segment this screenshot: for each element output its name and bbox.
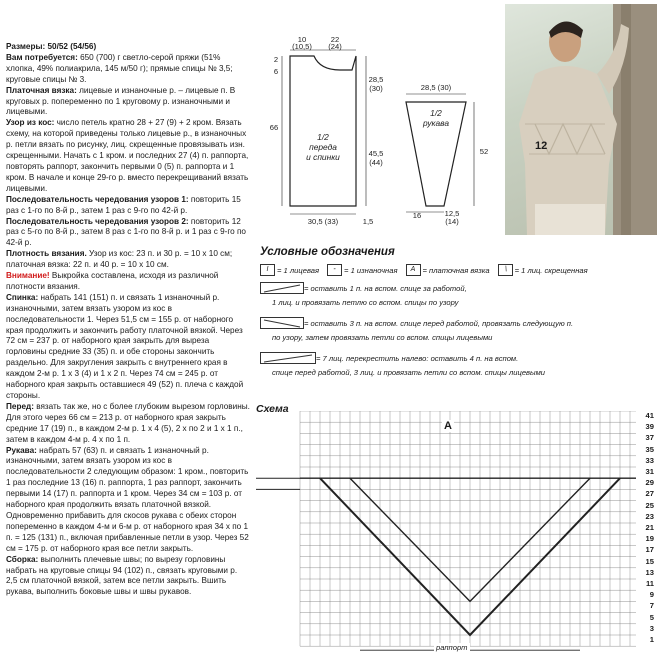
dim-16: 16 xyxy=(412,211,422,220)
scheme-repeat-label: раппорт xyxy=(436,643,468,652)
legend xyxy=(260,246,656,377)
row-number: 9 xyxy=(649,590,654,600)
row-number: 15 xyxy=(645,556,654,566)
row-number: 13 xyxy=(645,567,654,577)
dim-52: 52 xyxy=(479,147,489,156)
sleeve-label-2: рукава xyxy=(422,118,450,128)
row-number: 3 xyxy=(649,623,654,633)
dim-12-5: 12,5 xyxy=(444,209,460,218)
legend-row-basic: I = 1 лицевая - = 1 изнаночная A = платочная вязка ∖ = 1 лиц. скрещенная xyxy=(260,264,656,276)
knit-symbol: I xyxy=(260,264,275,276)
sleeve-label-1: 1/2 xyxy=(430,108,442,118)
dim-10-5: (10,5) xyxy=(292,42,312,51)
body-label-3: и спинки xyxy=(306,152,340,162)
row-number: 21 xyxy=(645,523,654,532)
legend-row-cross3b: спице перед работой, 3 лиц. и провязать петли со вспом. спицы лицевыми xyxy=(272,368,546,377)
dim-sleeve-top: 28,5 (30) xyxy=(420,83,452,92)
dim-2: 2 xyxy=(273,55,279,64)
dim-66: 66 xyxy=(269,123,279,132)
cross3-symbol xyxy=(260,352,316,364)
row-number: 27 xyxy=(645,489,654,499)
legend-title: Условные обозначения xyxy=(260,246,395,258)
instructions-text: Размеры: 50/52 (54/56) Вам потребуется: 650 (700) г светло-серой пряжи (51% хлопка, 49% полиакрила, 145 м/50 г); прямые спицы № 3,5; круговые спицы № 3. Платочная вязка: лицевые и изнаночные р. – лицевые п. В круговых р. попеременно по 1 круговому р. изнаночными и лицевыми. Узор из кос: число петель кратно 28 + 27 (9) + 2 кром. Вязать схему, на которой приведены только лицевые р., в изнаночных р. петли вязать по рисунку, лиц. скрещенные провязывать изн. скрещенными. Начать с 1 кром. и последних 27 (4) п. раппорта, повторять раппорт, закончить первыми 0 (5) п. раппорта и 1 кром. В начале и конце 29-го р. вместо перекрещиваний вязать лицевыми. Последовательность чередования узоров 1: повторить 15 раз с 1-го по 8-й р., затем 1 раз с 9-го по 42-й р. Последовательность чередования узоров 2: повторить 12 раз с 5-го по 8-й р., затем 8 раз с 1-го по 8-й р. и 1 раз с 9-го по 42-й р. Плотность вязания. Узор из кос: 23 п. и 30 р. = 10 x 10 см; платочная вязка: 22 п. и 40 р. = 10 x 10 см. Внимание! Выкройка составлена, исходя из различной плотности вязания. Спинка: набрать 141 (151) п. и связать 1 изнаночный р. изнаночными, затем вязать узором из кос в последовательности 1. Через 51,5 см = 155 р. от наборного края продолжить и закончить работу платочной вязкой. Через 72 см = 237 р. от наборного края закрыть для выреза горловины средние 33 (35) п. и обе стороны закончить раздельно. Для закругления закрыть с внутреннего края в каждом 2-м р. 1 x 3 (4) и 1 x 2 п. Через 74 см = 245 р. от наборного края закрыть оставшиеся 49 (52) п. плечa с каждой стороны. Перед: вязать так же, но с более глубоким вырезом горловины. Для этого через 66 см = 213 р. от наборного края закрыть средние 17 (19) п., в каждом 2-м р. 1 x 4 (5), 2 x по 2 и 1 x 1 п., затем в каждом 4-м р. 4 x по 1 п. Рукава: набрать 57 (63) п. и связать 1 изнаночный р. изнаночными, затем вязать узором из кос в последовательности 2 следующим образом: 1 кром., повторить 1 раз последние 13 (16) п. раппорта, 1 раз раппорт, закончить первыми 14 (17) п. раппорта и 1 кром. Через 34 см = 103 р. от наборного края продолжить вязать платочной вязкой. Одновременно прибавить для скосов рукава с обеих сторон попеременно в каждом 4-м и 6-м р. от наборного края 34 x по 1 п. = 125 (131) п., включая прибавленные петли в узор. Через 52 см = 175 р. от наборного края все петли закрыть. Сборка: выполнить плечевые швы; по вырезу горловины набрать на круговые спицы 94 (102) п., связать круговыми р. 2,5 см платочной вязкой, затем все петли закрыть. Вшить рукава, выполнить боковые швы и швы рукавов. xyxy=(6,42,250,597)
pattern-diagram xyxy=(256,12,500,230)
dim-30-5: 30,5 (33) xyxy=(307,217,339,226)
legend-row-cross1b: 1 лиц. и провязать петлю со вспом. спицы по узору xyxy=(272,298,459,307)
dim-22: 22 xyxy=(330,35,340,44)
scheme-title: Схема xyxy=(256,403,289,415)
row-number: 37 xyxy=(645,433,654,443)
dim-44: (44) xyxy=(369,158,383,167)
legend-row-cross3: = 7 лиц. перекрестить налево: оставить 4 п. на вспом. xyxy=(260,352,656,364)
crossed-symbol: ∖ xyxy=(498,264,513,276)
body-label-2: переда xyxy=(309,142,337,152)
dim-24: (24) xyxy=(328,42,342,51)
row-number: 1 xyxy=(649,635,654,644)
sizes: Размеры: 50/52 (54/56) xyxy=(6,42,97,51)
dim-10: 10 xyxy=(297,35,307,44)
row-number: 7 xyxy=(649,601,654,611)
dim-14: (14) xyxy=(445,217,459,226)
photo-number: 12 xyxy=(535,140,548,152)
row-number: 19 xyxy=(645,534,654,544)
cross1-symbol xyxy=(260,282,304,294)
legend-row-cross2: = оставить 3 п. на вспом. спице перед работой, провязать следующую п. xyxy=(260,317,656,329)
dim-45-5: 45,5 xyxy=(368,149,384,158)
row-number: 31 xyxy=(645,467,654,476)
row-number: 39 xyxy=(645,422,654,432)
scheme-grid xyxy=(256,411,636,651)
row-number: 11 xyxy=(645,579,654,588)
row-number: 41 xyxy=(645,411,654,420)
row-number: 25 xyxy=(645,500,654,510)
body-label-1: 1/2 xyxy=(317,132,329,142)
dim-28-5: 28,5 xyxy=(368,75,384,84)
dim-1-5: 1,5 xyxy=(362,217,374,226)
knitting-scheme xyxy=(256,403,656,655)
model-photo xyxy=(505,4,657,235)
scheme-label-a: A xyxy=(444,420,452,432)
legend-row-cross1: = оставить 1 п. на вспом. спице за работой, xyxy=(260,282,656,294)
row-number: 5 xyxy=(649,612,654,622)
row-number: 35 xyxy=(645,444,654,454)
row-number: 17 xyxy=(645,545,654,555)
legend-row-cross2b: по узору, затем провязать петли со вспом. спицы лицевыми xyxy=(272,333,493,342)
row-number: 29 xyxy=(645,478,654,488)
purl-symbol: - xyxy=(327,264,342,276)
plain-symbol: A xyxy=(406,264,421,276)
row-number: 33 xyxy=(645,455,654,465)
attention-label: Внимание! xyxy=(6,271,50,281)
row-number: 23 xyxy=(645,511,654,521)
model-illustration xyxy=(505,4,657,235)
dim-30: (30) xyxy=(369,84,383,93)
cross2-symbol xyxy=(260,317,304,329)
dim-6: 6 xyxy=(273,67,279,76)
